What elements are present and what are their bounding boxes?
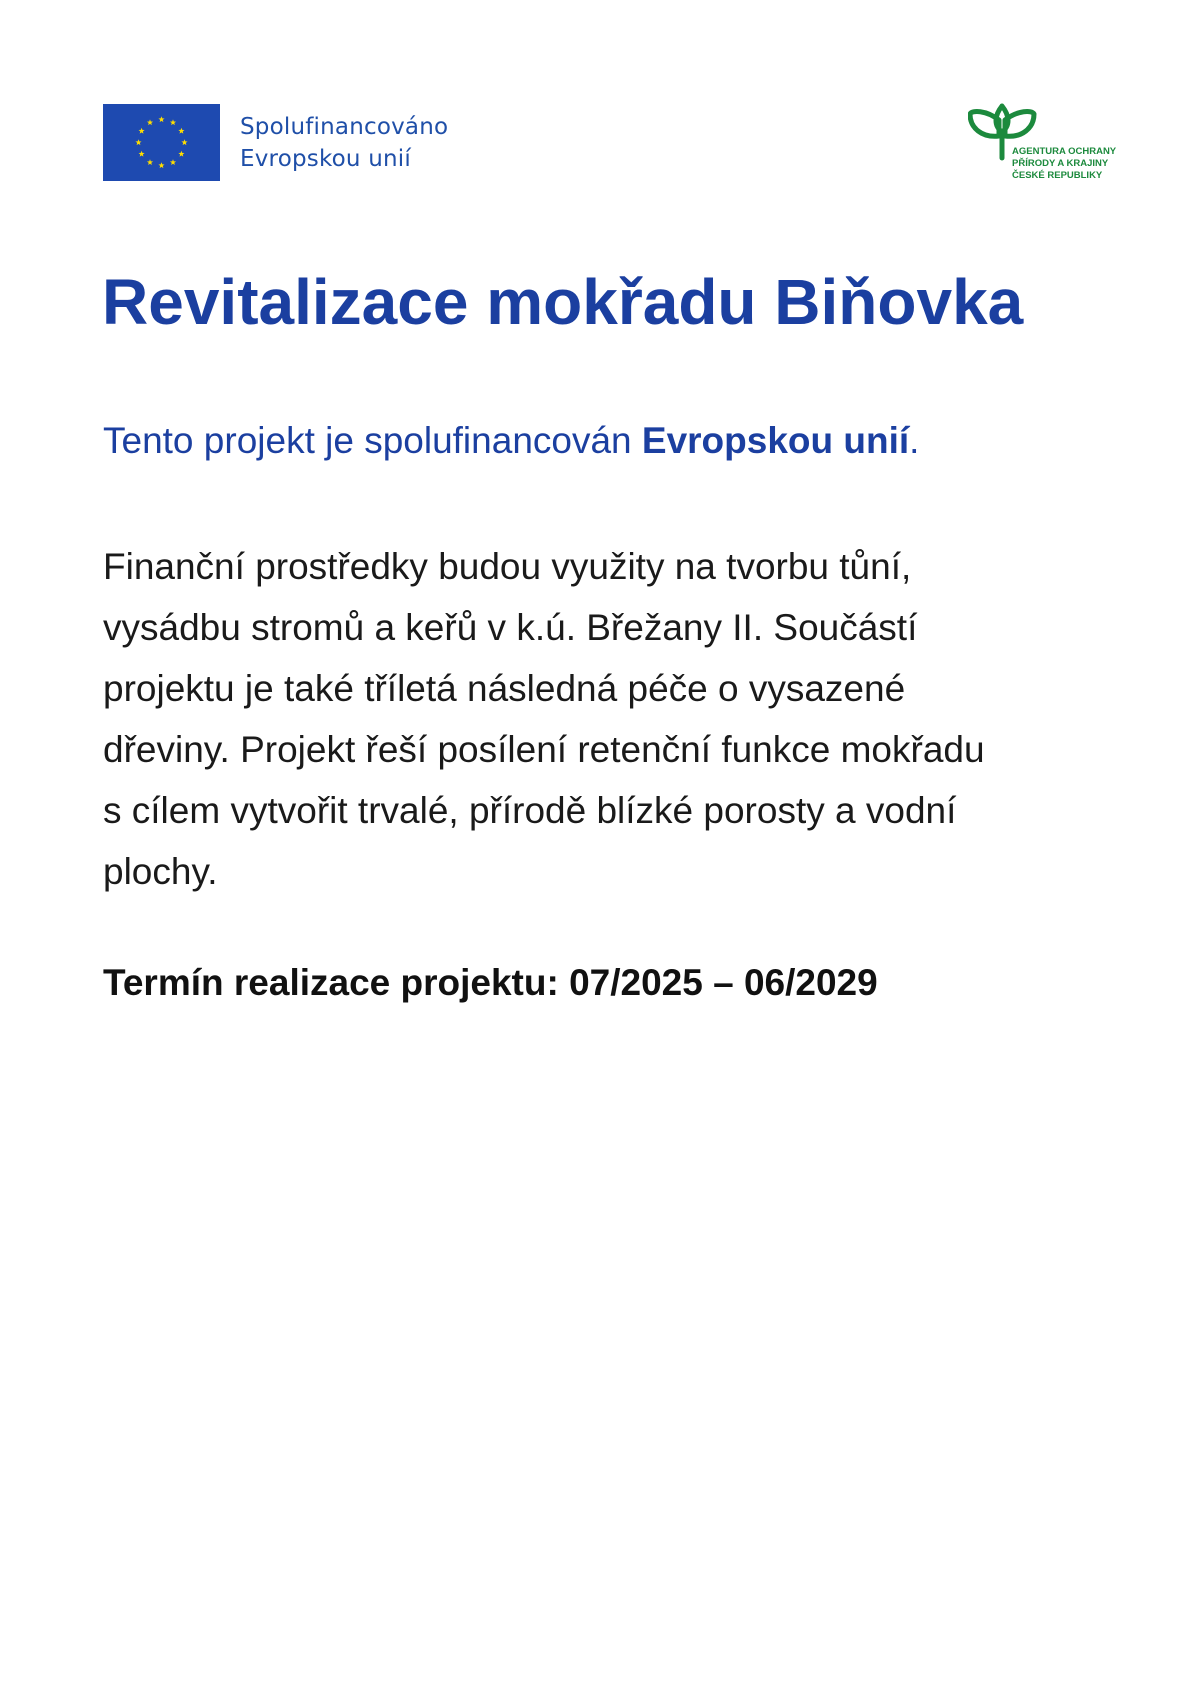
- cofinanced-statement: [103, 417, 919, 465]
- project-description: [103, 536, 1103, 902]
- page-title: Revitalizace mokřadu Biňovka: [102, 266, 1024, 338]
- description-line: s cílem vytvořit trvalé, přírodě blízké porosty a vodní: [103, 790, 957, 831]
- cofinanced-prefix: Tento projekt je spolufinancován: [103, 420, 642, 461]
- description-line: vysádbu stromů a keřů v k.ú. Břežany II. Součástí: [103, 607, 918, 648]
- aopk-line3: ČESKÉ REPUBLIKY: [1012, 170, 1103, 181]
- eu-logo-text: [240, 111, 448, 175]
- cofinanced-suffix: .: [909, 420, 920, 461]
- eu-cofinancing-logo: [103, 104, 448, 181]
- aopk-line1: AGENTURA OCHRANY: [1012, 146, 1117, 157]
- eu-logo-line2: Evropskou unií: [240, 145, 411, 172]
- eu-flag-icon: [103, 104, 220, 181]
- description-line: dřeviny. Projekt řeší posílení retenční funkce mokřadu: [103, 729, 985, 770]
- cofinanced-bold: Evropskou unií: [641, 420, 910, 461]
- project-term: Termín realizace projektu: 07/2025 – 06/2029: [103, 962, 878, 1003]
- aopk-line2: PŘÍRODY A KRAJINY: [1012, 158, 1109, 169]
- aopk-logo: [968, 102, 1117, 188]
- aopk-logo-text: [1012, 146, 1116, 182]
- description-line: Finanční prostředky budou využity na tvorbu tůní,: [103, 546, 912, 587]
- description-line: plochy.: [103, 851, 218, 892]
- description-line: projektu je také tříletá následná péče o vysazené: [103, 668, 906, 709]
- eu-logo-line1: Spolufinancováno: [240, 113, 449, 140]
